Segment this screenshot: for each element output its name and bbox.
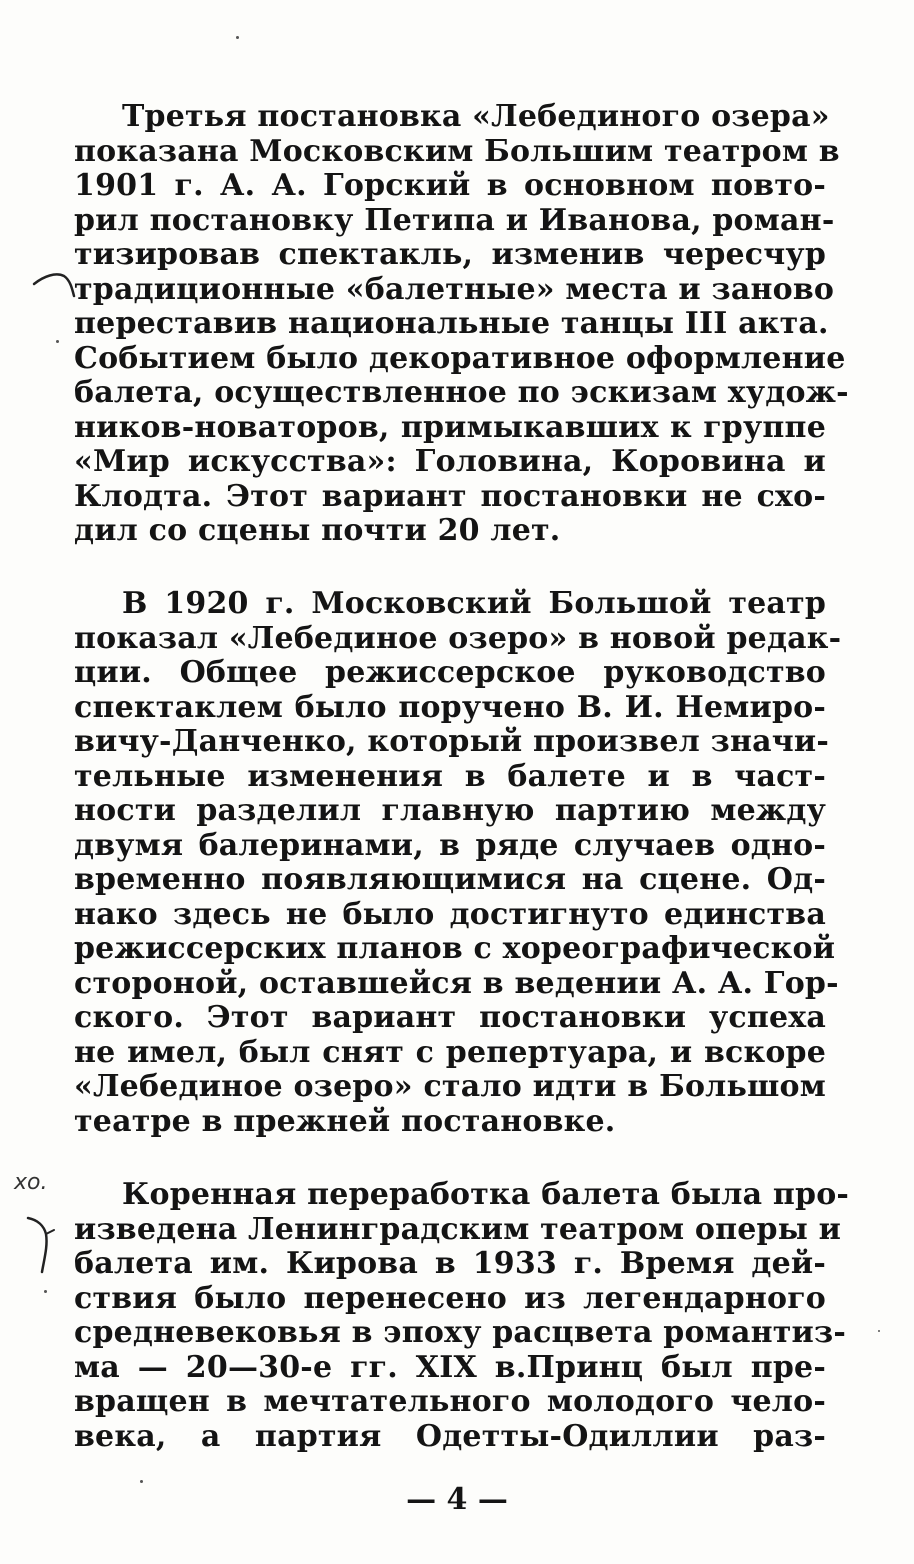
text-line: спектаклем было поручено В. И. Немиро- [74,689,826,725]
text-line: ников-новаторов, примыкавших к группе [74,409,826,445]
text-line: ма — 20—30-е гг. XIX в.Принц был пре- [74,1349,826,1385]
text-line: Клодта. Этот вариант постановки не схо- [74,478,826,514]
text-line: рил постановку Петипа и Иванова, роман- [74,202,835,238]
text-line: ствия было перенесено из легендарного [74,1280,826,1316]
text-line: тельные изменения в балете и в част- [74,758,826,794]
handwritten-bracket-mark [30,262,80,322]
text-line: «Лебединое озеро» стало идти в Большом [74,1069,826,1104]
paragraph-2 [74,586,842,1139]
page-number: — 4 — [406,1482,508,1517]
text-line: века, а партия Одетты-Одиллии раз- [74,1418,826,1454]
text-line: вичу-Данченко, который произвел значи- [74,724,830,759]
text-line: двумя балеринами, в ряде случаев одно- [74,827,826,863]
text-line: вращен в мечтательного молодого чело- [74,1384,826,1419]
text-line: 1901 г. А. А. Горский в основном повто- [74,168,826,203]
text-line: переставив национальные танцы III акта. [74,306,829,341]
text-line: показал «Лебединое озеро» в новой редак- [74,620,842,656]
text-line: показана Московским Большим театром в [74,133,840,169]
text-line: нако здесь не было достигнуто единства [74,896,826,932]
text-line: ности разделил главную партию между [74,793,826,828]
text-line: театре в прежней постановке. [74,1103,616,1139]
text-line: традиционные «балетные» места и заново [74,271,835,307]
handwritten-margin-note: хо. [14,1170,48,1195]
text-line: изведена Ленинградским театром оперы и [74,1211,842,1247]
scan-speck [56,340,59,343]
handwritten-bracket-mark [24,1208,58,1278]
text-line: не имел, был снят с репертуара, и вскоре [74,1034,826,1070]
text-line: ции. Общее режиссерское руководство [74,655,826,690]
scan-speck [878,1330,880,1332]
paragraph-1 [74,99,849,549]
text-line: Третья постановка «Лебединого озера» [122,99,830,134]
scan-speck [236,36,239,39]
text-line: Событием было декоративное оформление [74,340,846,376]
text-line: средневековья в эпоху расцвета романтиз- [74,1315,846,1350]
text-line: временно появляющимися на сцене. Од- [74,862,826,897]
text-line: режиссерских планов с хореографической [74,931,836,966]
scan-speck [140,1480,143,1483]
text-line: балета им. Кирова в 1933 г. Время дей- [74,1246,826,1281]
paragraph-3 [74,1177,850,1454]
text-line: балета, осуществленное по эскизам худож- [74,375,849,410]
text-line: В 1920 г. Московский Большой театр [122,586,826,621]
text-line: ского. Этот вариант постановки успеха [74,1000,826,1035]
scan-speck [44,1290,47,1293]
text-line: дил со сцены почти 20 лет. [74,513,561,548]
text-line: стороной, оставшейся в ведении А. А. Гор- [74,965,839,1001]
text-line: тизировав спектакль, изменив чересчур [74,237,826,272]
text-line: «Мир искусства»: Головина, Коровина и [74,444,826,479]
text-line: Коренная переработка балета была про- [122,1177,850,1212]
